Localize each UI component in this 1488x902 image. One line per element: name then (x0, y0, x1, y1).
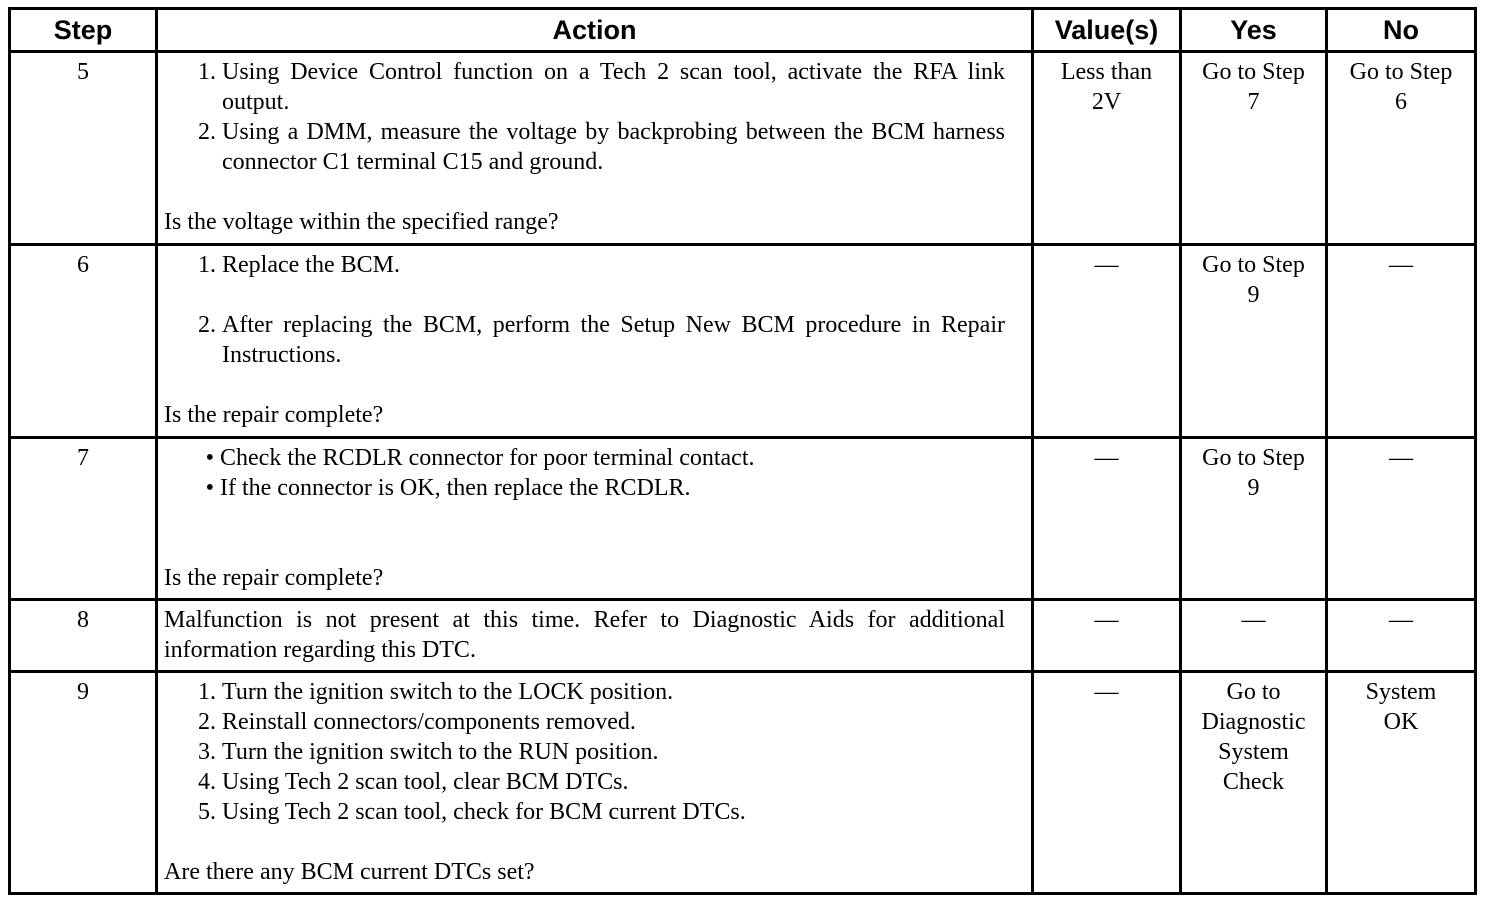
list-item-text: Turn the ignition switch to the LOCK position. (222, 679, 674, 705)
list-item-number: 2. (198, 312, 216, 338)
step-number: 6 (10, 245, 157, 438)
no-cell: — (1327, 245, 1476, 438)
list-item (164, 767, 1005, 797)
list-item-text: If the connector is OK, then replace the RCDLR. (220, 475, 691, 501)
diagnostic-table (8, 7, 1477, 895)
no-line: OK (1383, 709, 1419, 735)
value-cell: — (1033, 438, 1181, 600)
yes-cell: — (1181, 600, 1327, 672)
value-cell: — (1033, 245, 1181, 438)
list-item-number: 2. (198, 709, 216, 735)
yes-line: Go to Step (1202, 252, 1305, 278)
list-item (164, 117, 1005, 177)
list-item (164, 473, 1005, 503)
no-line: Go to Step (1349, 59, 1453, 85)
value-cell (1033, 52, 1181, 245)
action-cell (157, 245, 1033, 438)
action-cell (157, 52, 1033, 245)
list-item-text: Using Tech 2 scan tool, clear BCM DTCs. (222, 769, 629, 795)
table-row-step-8 (10, 600, 1476, 672)
step-number: 8 (10, 600, 157, 672)
header-yes: Yes (1181, 9, 1327, 52)
action-question: Is the voltage within the specified range? (164, 209, 559, 235)
step-number: 9 (10, 672, 157, 894)
no-cell: — (1327, 438, 1476, 600)
list-item-number: 1. (198, 59, 216, 85)
list-item-text: Turn the ignition switch to the RUN position. (222, 739, 659, 765)
list-item-number: 5. (198, 799, 216, 825)
yes-cell (1181, 245, 1327, 438)
header-step: Step (10, 9, 157, 52)
action-question: Is the repair complete? (164, 565, 384, 591)
yes-line: 9 (1247, 282, 1260, 308)
list-item-number: 4. (198, 769, 216, 795)
header-row (10, 9, 1476, 52)
yes-line: System (1218, 739, 1289, 765)
action-question: Is the repair complete? (164, 402, 384, 428)
action-cell (157, 600, 1033, 672)
header-values: Value(s) (1033, 9, 1181, 52)
list-item-number: 1. (198, 252, 216, 278)
value-line: 2V (1091, 89, 1122, 115)
table-row-step-7 (10, 438, 1476, 600)
list-item-text: Replace the BCM. (222, 252, 400, 278)
yes-line: Check (1222, 769, 1285, 795)
list-item (164, 57, 1005, 117)
yes-cell (1181, 438, 1327, 600)
yes-line: 7 (1247, 89, 1260, 115)
step-number: 5 (10, 52, 157, 245)
list-item (164, 677, 1005, 707)
action-cell (157, 438, 1033, 600)
yes-line: Go to (1226, 679, 1281, 705)
step-number: 7 (10, 438, 157, 600)
list-item-text: Using Device Control function on a Tech 2 scan tool, activate the RFA link output. (222, 59, 1005, 115)
no-line: 6 (1395, 89, 1407, 115)
no-cell (1327, 672, 1476, 894)
yes-cell (1181, 672, 1327, 894)
yes-line: Go to Step (1202, 445, 1305, 471)
table-row-step-6 (10, 245, 1476, 438)
list-item-number: 1. (198, 679, 216, 705)
header-no: No (1327, 9, 1476, 52)
list-item (164, 797, 1005, 827)
no-cell: — (1327, 600, 1476, 672)
list-item (164, 737, 1005, 767)
yes-line: Go to Step (1202, 59, 1305, 85)
list-item-text: Reinstall connectors/components removed. (222, 709, 636, 735)
bullet-list (164, 443, 1005, 503)
list-item-text: Check the RCDLR connector for poor terminal contact. (220, 445, 755, 471)
list-item (164, 707, 1005, 737)
list-item-number: 3. (198, 739, 216, 765)
yes-cell (1181, 52, 1327, 245)
list-item-text: After replacing the BCM, perform the Setup New BCM procedure in Repair Instructions. (222, 312, 1005, 368)
list-item (164, 443, 1005, 473)
no-cell (1327, 52, 1476, 245)
list-item-number: 2. (198, 119, 216, 145)
action-text: Malfunction is not present at this time. Refer to Diagnostic Aids for additional information regarding this DTC. (164, 607, 1005, 663)
action-question: Are there any BCM current DTCs set? (164, 859, 535, 885)
table-row-step-9 (10, 672, 1476, 894)
action-list (164, 57, 1005, 177)
list-item (164, 310, 1005, 370)
list-item-text: Using a DMM, measure the voltage by backprobing between the BCM harness connector C1 terminal C15 and ground. (222, 119, 1005, 175)
value-cell: — (1033, 672, 1181, 894)
no-line: System (1365, 679, 1437, 705)
value-line: Less than (1060, 59, 1153, 85)
bullet-icon: • (205, 445, 214, 471)
action-list (164, 250, 1005, 370)
action-cell (157, 672, 1033, 894)
header-action: Action (157, 9, 1033, 52)
action-list (164, 677, 1005, 827)
list-item (164, 250, 1005, 280)
value-cell: — (1033, 600, 1181, 672)
list-item-text: Using Tech 2 scan tool, check for BCM current DTCs. (222, 799, 746, 825)
yes-line: 9 (1247, 475, 1260, 501)
bullet-icon: • (205, 475, 214, 501)
yes-line: Diagnostic (1201, 709, 1306, 735)
table-row-step-5 (10, 52, 1476, 245)
